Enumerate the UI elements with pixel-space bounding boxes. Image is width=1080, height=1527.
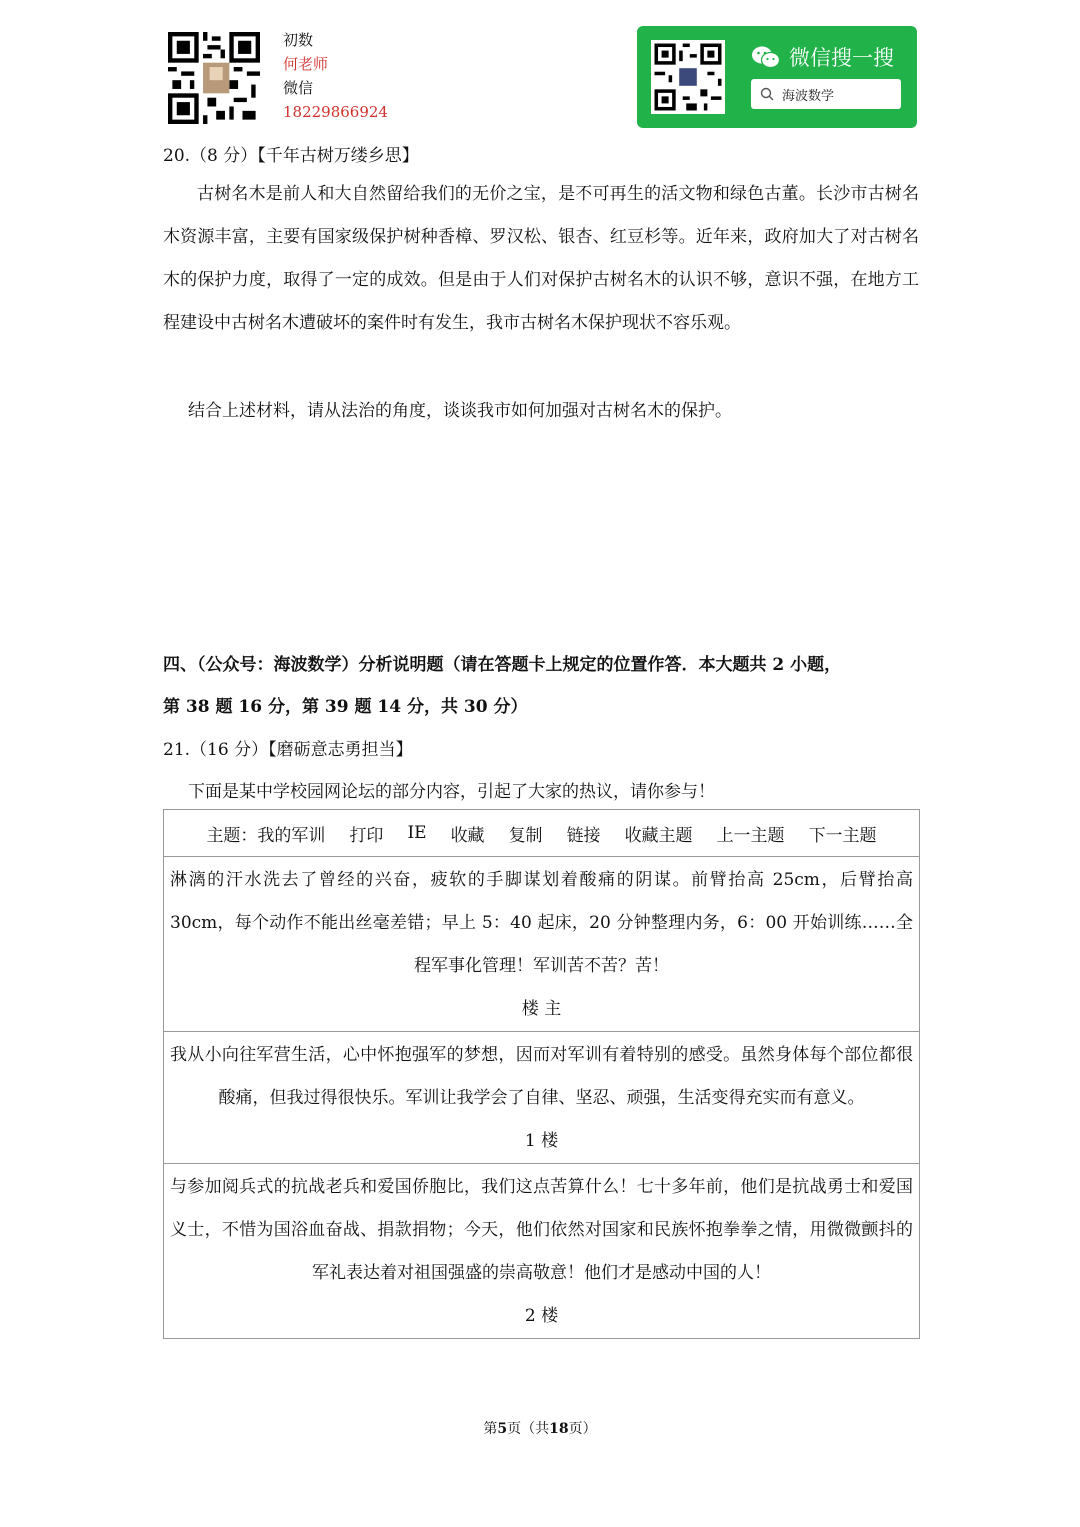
copy-link[interactable]: 复制 <box>508 825 543 846</box>
q20-paragraph: 古树名木是前人和大自然留给我们的无价之宝，是不可再生的活文物和绿色古董。长沙市古树名木资源丰富，主要有国家级保护树种香樟、罗汉松、银杏、红豆杉等。近年来，政府加大了对古树名木的保护力度，取得了一定的成效。但是由于人们对保护古树名木的认识不够，意识不强，在地方工程建设中古树名木遭破坏的案件时有发生，我市古树名木保护现状不容乐观。 <box>163 184 919 333</box>
q21-intro: 下面是某中学校园网论坛的部分内容，引起了大家的热议，请你参与！ <box>188 782 715 802</box>
forum-topic: 主题：我的军训 <box>206 825 326 846</box>
qr-code-icon <box>651 40 725 114</box>
q20-title: 20.（8 分）【千年古树万缕乡思】 <box>163 146 419 166</box>
wechat-logo-icon <box>751 45 781 69</box>
page-prefix: 第 <box>483 1421 498 1437</box>
contact-name: 何老师 <box>283 55 329 73</box>
qr-code-wechat <box>651 40 725 114</box>
forum-toolbar <box>164 810 919 856</box>
wechat-brand <box>751 42 894 72</box>
section4-heading-line2: 第 38 题 16 分，第 39 题 14 分，共 30 分） <box>163 697 528 717</box>
contact-wechat-label: 微信 <box>283 79 314 97</box>
forum-post <box>164 1031 919 1163</box>
q20-prompt: 结合上述材料，请从法治的角度，谈谈我市如何加强对古树名木的保护。 <box>188 401 732 421</box>
wechat-brand-text: 微信搜一搜 <box>789 46 894 70</box>
forum-post <box>164 856 919 1031</box>
ie-link[interactable]: IE <box>407 823 427 843</box>
section4-heading-line1: 四、（公众号：海波数学）分析说明题（请在答题卡上规定的位置作答．本大题共 2 小题， <box>163 655 842 675</box>
qr-code-icon <box>168 32 260 124</box>
post-floor: 楼 主 <box>521 999 562 1019</box>
search-icon <box>760 87 774 101</box>
wechat-search-box[interactable] <box>751 79 901 109</box>
page-footer <box>0 1418 1080 1438</box>
page-total: 18 <box>549 1421 569 1437</box>
page-number: 5 <box>497 1421 508 1437</box>
forum-post <box>164 1163 919 1338</box>
page-suffix: 页） <box>568 1421 597 1437</box>
post-text: 我从小向往军营生活，心中怀抱强军的梦想，因而对军训有着特别的感受。虽然身体每个部位都很酸痛，但我过得很快乐。军训让我学会了自律、坚忍、顽强，生活变得充实而有意义。 <box>170 1045 913 1108</box>
forum-table <box>163 809 920 1339</box>
page-mid: 页（共 <box>507 1421 550 1437</box>
next-topic-link[interactable]: 下一主题 <box>808 825 877 846</box>
print-link[interactable]: 打印 <box>349 825 384 846</box>
q21-title: 21.（16 分）【磨砺意志勇担当】 <box>163 740 413 760</box>
post-floor: 2 楼 <box>524 1306 559 1326</box>
post-text: 淋漓的汗水洗去了曾经的兴奋，疲软的手脚谋划着酸痛的阴谋。前臂抬高 25cm，后臂抬高 30cm，每个动作不能出丝毫差错；早上 5：40 起床，20 分钟整理内务，6：00 开始训练……全程军事化管理！军训苦不苦？苦！ <box>170 870 913 976</box>
share-link[interactable]: 链接 <box>566 825 601 846</box>
wechat-search-text: 海波数学 <box>782 88 835 104</box>
teacher-contact <box>283 28 388 124</box>
previous-topic-link[interactable]: 上一主题 <box>716 825 785 846</box>
contact-subject: 初数 <box>283 31 314 49</box>
contact-phone: 18229866924 <box>283 103 388 121</box>
favorite-topic-link[interactable]: 收藏主题 <box>624 825 693 846</box>
post-text: 与参加阅兵式的抗战老兵和爱国侨胞比，我们这点苦算什么！七十多年前，他们是抗战勇士和爱国义士，不惜为国浴血奋战、捐款捐物；今天，他们依然对国家和民族怀抱拳拳之情，用微微颤抖的军礼表达着对祖国强盛的崇高敬意！他们才是感动中国的人！ <box>170 1177 913 1283</box>
post-floor: 1 楼 <box>524 1131 559 1151</box>
favorite-link[interactable]: 收藏 <box>450 825 485 846</box>
wechat-search-card[interactable] <box>637 26 917 128</box>
qr-code-teacher <box>168 32 260 124</box>
